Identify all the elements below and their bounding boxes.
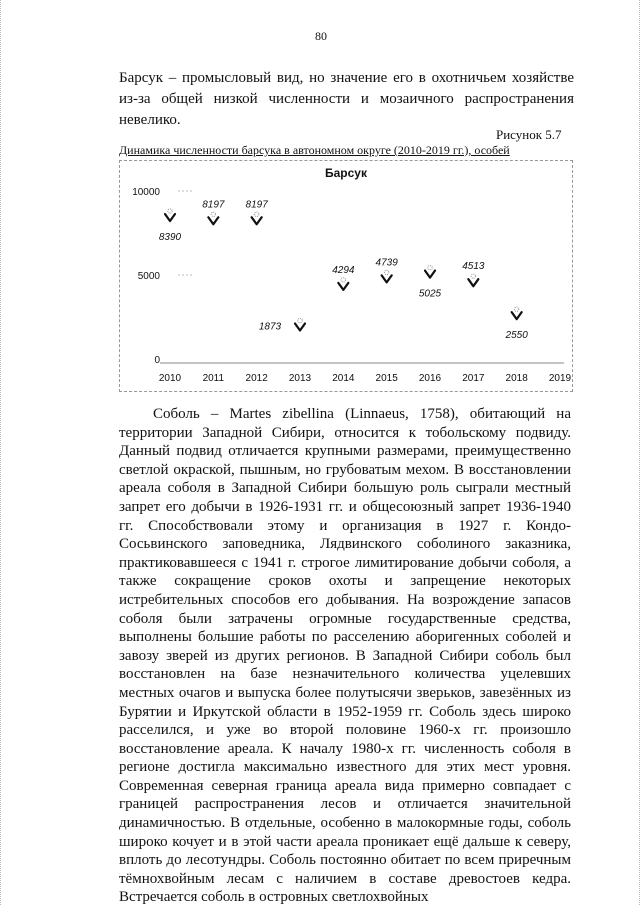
data-point-halo — [254, 212, 258, 216]
x-tick-label: 2015 — [375, 373, 398, 384]
data-label: 4739 — [375, 257, 398, 269]
data-label: 8390 — [158, 232, 182, 244]
data-point — [425, 271, 435, 278]
intro-paragraph: Барсук – промысловый вид, но значение его в охотничьем хозяйстве из-за общей низкой численности и мозаичного распространения невелико. — [119, 70, 574, 128]
data-label: 5025 — [418, 288, 442, 300]
data-point-halo — [168, 209, 172, 213]
data-label: 4294 — [332, 264, 355, 276]
x-tick-label: 2012 — [245, 373, 268, 384]
data-point — [165, 214, 175, 221]
data-point — [468, 279, 478, 286]
data-point — [208, 217, 218, 224]
x-tick-label: 2011 — [202, 373, 225, 384]
x-tick-label: 2017 — [462, 373, 485, 384]
y-tick-label: 10000 — [132, 187, 160, 198]
x-tick-label: 2014 — [332, 373, 355, 384]
data-label: 8197 — [245, 199, 268, 211]
data-point-halo — [428, 265, 432, 269]
figure-caption: Динамика численности барсука в автономном округе (2010-2019 гг.), особей — [119, 143, 510, 157]
data-label: 8197 — [202, 199, 225, 211]
data-label: 1873 — [258, 321, 282, 333]
chart-frame — [119, 160, 573, 392]
data-label: 2550 — [505, 330, 528, 342]
data-point — [512, 312, 522, 319]
data-point-halo — [471, 274, 475, 278]
x-tick-label: 2010 — [158, 373, 182, 384]
data-label: 4513 — [462, 261, 485, 273]
chart-title: Барсук — [325, 166, 367, 180]
data-point — [252, 217, 262, 224]
page-number: 80 — [315, 29, 327, 43]
data-point — [295, 324, 305, 331]
data-point — [382, 275, 392, 282]
data-point-halo — [514, 307, 518, 311]
y-tick-label: 5000 — [137, 271, 160, 282]
data-point-halo — [211, 212, 215, 216]
data-point-halo — [298, 318, 302, 322]
y-tick-label: 0 — [154, 355, 160, 366]
x-tick-label: 2016 — [418, 373, 442, 384]
x-tick-label: 2019 — [548, 373, 572, 384]
body-text — [119, 405, 571, 907]
body-paragraph: Соболь – Martes zibellina (Linnaeus, 1758), обитающий на территории Западной Сибири, относится к тобольскому подвиду. Данный подвид отличается крупными размерами, преимущественно светлой окраской, пышным, но грубоватым мехом. В восстановлении ареала соболя в Западной Сибири большую роль сыграли местный запрет его добычи в 1926-1931 гг. и общесоюзный запрет 1936-1940 гг. Способствовали этому и организация в 1927 г. Кондо-Сосьвинского заповедника, Лядвинского соболиного заказника, практиковавшееся с 1941 г. строгое лимитирование добычи соболя, а также сокращение сроков охоты и запрещение некоторых истребительных способов его добывания. На возрождение запасов соболя были затрачены огромные государственные средства, выполнены большие работы по расселению аборигенных соболей и завозу зверей из других регионов. В Западной Сибири соболь был восстановлен на базе незначительного количества уцелевших местных очагов и выпуска более полутысячи зверьков, завезённых из Бурятии и Иркутской области в 1952-1959 гг. Соболь здесь широко расселился, и уже во второй половине 1960-х гг. произошло восстановление ареала. К началу 1980-х гг. численность соболя в регионе достигла максимально известного для этих мест уровня. Современная северная граница ареала вида примерно совпадает с границей распространения лесов и отличается значительной динамичностью. В отдельные, особенно в малокормные годы, соболь широко кочует и в этой части ареала проникает ещё дальше к северу, вплоть до лесотундры. Соболь постоянно обитает по всем приречным тёмнохвойным лесам с наличием в составе древостоев кедра. Встречается соболь в островных светлохвойных — [119, 406, 571, 906]
x-tick-label: 2013 — [288, 373, 312, 384]
badger-population-chart — [120, 161, 572, 391]
figure-number: Рисунок 5.7 — [496, 127, 562, 142]
x-tick-label: 2018 — [505, 373, 528, 384]
data-point-halo — [341, 278, 345, 282]
data-point-halo — [384, 270, 388, 274]
data-point — [338, 283, 348, 290]
